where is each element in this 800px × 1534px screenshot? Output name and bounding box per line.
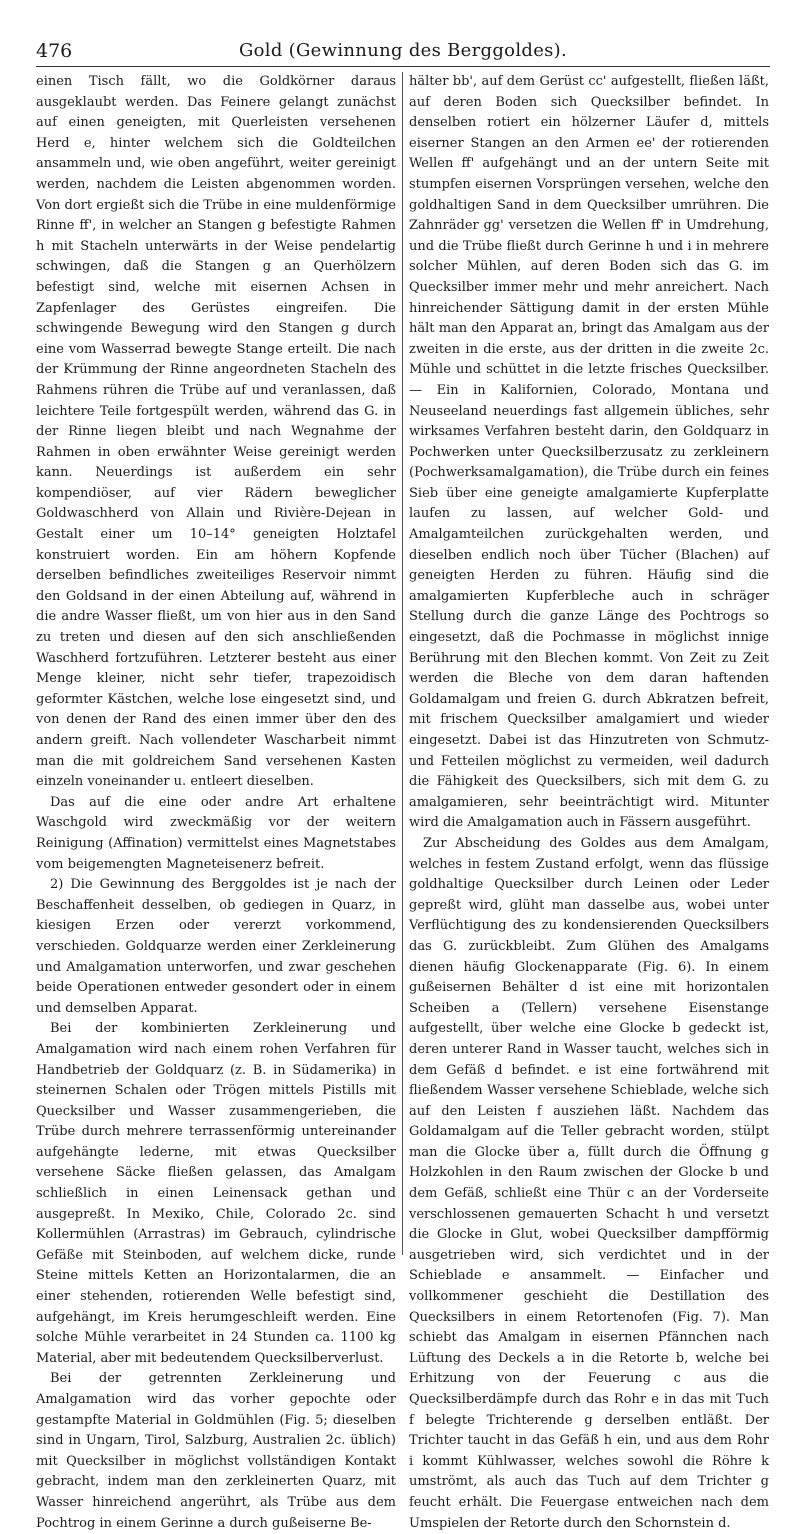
left-column <box>36 72 397 1531</box>
right-column <box>409 72 769 1531</box>
text-columns <box>36 72 770 1531</box>
paragraph: 2) Die Gewinnung des Berggoldes ist je nach der Beschaffenheit desselben, ob gediegen in Quarz, in kiesigen Erzen oder vererzt vorkommend, verschieden. Goldquarze werden einer Zerkleinerung und Amalgamation unterworfen, und zwar geschehen beide Operationen entweder gesondert oder in einem und demselben Apparat. <box>36 877 396 1016</box>
running-head: Gold (Gewinnung des Berggoldes). <box>238 40 568 61</box>
page-header <box>36 36 770 67</box>
paragraph: Bei der getrennten Zerkleinerung und Amalgamation wird das vorher gepochte oder gestampfte Material in Goldmühlen (Fig. 5; dieselben sind in Ungarn, Tirol, Salzburg, Australien 2c. üblich) mit Quecksilber in möglichst vollständigen Kontakt gebracht, indem man den zerkleinerten Quarz, mit Wasser hinreichend angerührt, als Trübe aus dem Pochtrog in einem Gerinne a durch gußeiserne Be- <box>36 1371 396 1531</box>
paragraph: einen Tisch fällt, wo die Goldkörner daraus ausgeklaubt werden. Das Feinere gelangt zunächst auf einen geneigten, mit Querleisten versehenen Herd e, hinter welchem sich die Goldteilchen ansammeln und, wie oben angeführt, weiter gereinigt werden, nachdem die Leisten abgenommen worden. Von dort ergießt sich die Trübe in eine muldenförmige Rinne ff', in welcher an Stangen g befestigte Rahmen h mit Stacheln unterwärts in der Weise pendelartig schwingen, daß die Stangen g an Querhölzern befestigt sind, welche mit eisernen Achsen in Zapfenlager des Gerüstes eingreifen. Die schwingende Bewegung wird den Stangen g durch eine vom Wasserrad bewegte Stange erteilt. Die nach der Krümmung der Rinne angeordneten Stacheln des Rahmens rühren die Trübe auf und veranlassen, daß leichtere Teile fortgespült werden, während das G. in der Rinne liegen bleibt und nach Wegnahme der Rahmen in oben erwähnter Weise gereinigt werden kann. Neuerdings ist außerdem ein sehr kompendiöser, auf vier Rädern beweglicher Goldwaschherd von Allain und Rivière-Dejean in Gestalt einer um 10–14° geneigten Holztafel konstruiert worden. Ein am höhern Kopfende derselben befindliches zweiteiliges Reservoir nimmt den Goldsand in der einen Abteilung auf, während in die andre Wasser fließt, um von hier aus in den Sand zu treten und diesen auf den sich anschließenden Waschherd fortzuführen. Letzterer besteht aus einer Menge kleiner, nicht sehr tiefer, trapezoidisch geformter Kästchen, welche lose eingesetzt sind, und von denen der Rand des einen immer über den des andern greift. Nach vollendeter Wascharbeit nimmt man die mit goldreichem Sand versehenen Kasten einzeln voneinander u. entleert dieselben. <box>36 74 397 790</box>
paragraph: Zur Abscheidung des Goldes aus dem Amalgam, welches in festem Zustand erfolgt, wenn das flüssige goldhaltige Quecksilber durch Leinen oder Leder gepreßt wird, glüht man dasselbe aus, wobei unter Verflüchtigung des zu kondensierenden Quecksilbers das G. zurückbleibt. Zum Glühen des Amalgams dienen häufig Glockenapparate (Fig. 6). In einem gußeisernen Behälter d ist eine mit horizontalen Scheiben a (Tellern) versehene Eisenstange aufgestellt, über welche eine Glocke b gedeckt ist, deren unterer Rand in Wasser taucht, welches sich in dem Gefäß d befindet. e ist eine fortwährend mit fließendem Wasser versehene Schieblade, welche sich auf den Leisten f ausziehen läßt. Nachdem das Goldamalgam auf die Teller gebracht worden, stülpt man die Glocke über a, füllt durch die Öffnung g Holzkohlen in den Raum zwischen der Glocke b und dem Gefäß, schließt eine Thür c an der Vorderseite verschlossenen gemauerten Schacht h und versetzt die Glocke in Glut, wobei Quecksilber dampfförmig ausgetrieben wird, sich verdichtet und in der Schieblade e ansammelt. — Einfacher und vollkommener geschieht die Destillation des Quecksilbers in einem Retortenofen (Fig. 7). Man schiebt das Amalgam in eisernen Pfännchen nach Lüftung des Deckels a in die Retorte b, welche bei Erhitzung von der Feuerung c aus die Quecksilberdämpfe durch das Rohr e in das mit Tuch f belegte Trichterende g derselben entläßt. Der Trichter taucht in das Gefäß h ein, und aus dem Rohr i kommt Kühlwasser, welches sowohl die Röhre k umströmt, als auch das Tuch auf dem Trichter g feucht erhält. Die Feuergase entweichen nach dem Umspielen der Retorte durch den Schornstein d. <box>409 835 769 1531</box>
paragraph: Bei der kombinierten Zerkleinerung und Amalgamation wird nach einem rohen Verfahren für Handbetrieb der Goldquarz (z. B. in Südamerika) in steinernen Schalen oder Trögen mittels Pistills mit Quecksilber und Wasser zusammengerieben, die Trübe durch mehrere terrassenförmig untereinander aufgehängte lederne, mit etwas Quecksilber versehene Säcke fließen gelassen, das Amalgam schließlich in einen Leinensack gethan und ausgepreßt. In Mexiko, Chile, Colorado 2c. sind Kollermühlen (Arrastras) im Gebrauch, cylindrische Gefäße mit Steinboden, auf welchem dicke, runde Steine mittels Ketten an Horizontalarmen, die an einer stehenden, rotierenden Welle befestigt sind, aufgehängt, im Kreis herumgeschleift werden. Eine solche Mühle verarbeitet in 24 Stunden ca. 1100 kg Material, aber mit bedeutendem Quecksilberverlust. <box>36 1021 396 1366</box>
paragraph: Das auf die eine oder andre Art erhaltene Waschgold wird zweckmäßig vor der weitern Reinigung (Affination) vermittelst eines Magnetstabes vom beigemengten Magneteisenerz befreit. <box>36 794 396 872</box>
paragraph: hälter bb', auf dem Gerüst cc' aufgestellt, fließen läßt, auf deren Boden sich Quecksilber befindet. In denselben rotiert ein hölzerner Läufer d, mittels eiserner Stangen an den Armen ee' der rotierenden Wellen ff' aufgehängt und an der untern Seite mit stumpfen eisernen Vorsprüngen versehen, welche den goldhaltigen Sand in dem Quecksilber umrühren. Die Zahnräder gg' versetzen die Wellen ff' in Umdrehung, und die Trübe fließt durch Gerinne h und i in mehrere solcher Mühlen, auf deren Boden sich das G. im Quecksilber immer mehr und mehr anreichert. Nach hinreichender Sättigung damit in der ersten Mühle hält man den Apparat an, bringt das Amalgam aus der zweiten in die erste, aus der dritten in die zweite 2c. Mühle und schüttet in die letzte frisches Quecksilber. — Ein in Kalifornien, Colorado, Montana und Neuseeland neuerdings fast allgemein übliches, sehr wirksames Verfahren besteht darin, den Goldquarz in Pochwerken unter Quecksilberzusatz zu zerkleinern (Pochwerksamalgamation), die Trübe durch ein feines Sieb über eine geneigte amalgamierte Kupferplatte laufen zu lassen, auf welcher Gold- und Amalgamteilchen zurückgehalten werden, und dieselben endlich noch über Tücher (Blachen) auf geneigten Herden zu führen. Häufig sind die amalgamierten Kupferbleche auch in schräger Stellung durch die ganze Länge des Pochtrogs so eingesetzt, daß die Pochmasse in möglichst innige Berührung mit den Blechen kommt. Von Zeit zu Zeit werden die Bleche von dem daran haftenden Goldamalgam und freien G. durch Abkratzen befreit, mit frischem Quecksilber amalgamiert und wieder eingesetzt. Dabei ist das Hinzutreten von Schmutz- und Fetteilen möglichst zu vermeiden, weil dadurch die Fähigkeit des Quecksilbers, sich mit dem G. zu amalgamieren, sehr beeinträchtigt wird. Mitunter wird die Amalgamation auch in Fässern ausgeführt. <box>409 74 769 831</box>
column-divider <box>402 72 403 1255</box>
page-number: 476 <box>36 40 73 62</box>
